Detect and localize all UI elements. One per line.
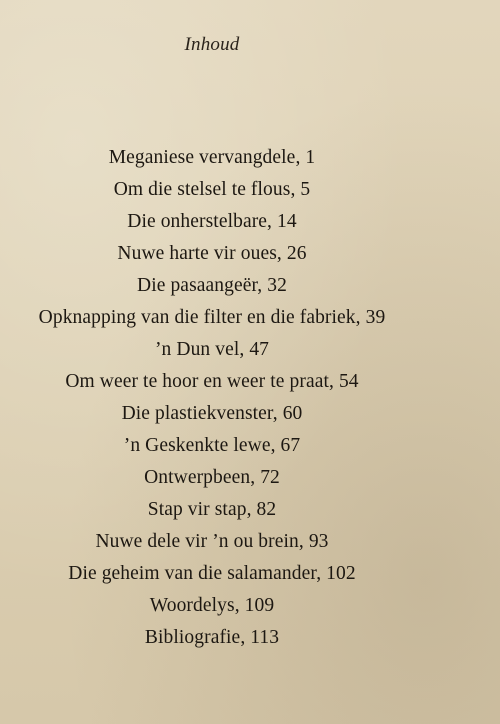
toc-entry: Die onherstelbare, 14 <box>127 211 297 232</box>
toc-entry: Woordelys, 109 <box>149 595 275 616</box>
toc-entry: ’n Geskenkte lewe, 67 <box>123 435 301 456</box>
toc-entry-page-number: 32 <box>267 275 287 296</box>
toc-entry: Die plastiekvenster, 60 <box>121 403 303 424</box>
toc-entry: Die pasaangeër, 32 <box>137 275 287 296</box>
toc-entry: Om die stelsel te flous, 5 <box>113 179 311 200</box>
toc-entry-page-number: 47 <box>249 339 270 360</box>
table-of-contents <box>0 142 424 654</box>
toc-entry: Opknapping van die filter en die fabriek, 39 <box>38 307 386 328</box>
toc-entry-title: Om weer te hoor en weer te praat <box>65 371 329 392</box>
toc-entry: Bibliografie, 113 <box>144 627 280 648</box>
toc-entry-title: ’n Dun vel <box>154 339 240 360</box>
toc-entry-title: ’n Geskenkte lewe <box>123 435 271 456</box>
toc-entry-title: Nuwe harte vir oues <box>117 243 277 264</box>
toc-entry-page-number: 60 <box>282 403 303 424</box>
toc-entry: Om weer te hoor en weer te praat, 54 <box>65 371 359 392</box>
toc-entry-page-number: 82 <box>256 499 277 520</box>
toc-entry-page-number: 39 <box>365 307 386 328</box>
toc-entry-page-number: 1 <box>305 147 316 168</box>
toc-entry-page-number: 67 <box>280 435 301 456</box>
toc-entry-page-number: 93 <box>308 531 329 552</box>
toc-entry-page-number: 109 <box>244 595 275 616</box>
toc-entry: ’n Dun vel, 47 <box>154 339 270 360</box>
toc-entry-page-number: 5 <box>300 179 311 200</box>
toc-entry-title: Die onherstelbare <box>127 211 268 232</box>
toc-entry: Meganiese vervangdele, 1 <box>108 147 316 168</box>
toc-entry: Stap vir stap, 82 <box>147 499 277 520</box>
toc-entry-page-number: 113 <box>250 627 280 648</box>
toc-entry-title: Die plastiekvenster <box>121 403 273 424</box>
toc-entry-page-number: 72 <box>260 467 280 488</box>
toc-entry-page-number: 26 <box>286 243 307 264</box>
toc-entry: Die geheim van die salamander, 102 <box>68 563 356 584</box>
toc-entry: Nuwe harte vir oues, 26 <box>117 243 307 264</box>
toc-entry-title: Meganiese vervangdele <box>108 147 296 168</box>
page-title: Inhoud <box>184 34 240 55</box>
toc-entry-title: Opknapping van die filter en die fabriek <box>38 307 356 328</box>
toc-entry-title: Die geheim van die salamander <box>68 563 317 584</box>
toc-entry: Nuwe dele vir ’n ou brein, 93 <box>95 531 329 552</box>
toc-entry-title: Woordelys <box>149 595 235 616</box>
toc-entry-title: Nuwe dele vir ’n ou brein <box>95 531 299 552</box>
toc-entry-title: Bibliografie <box>144 627 241 648</box>
toc-entry-title: Ontwerpbeen <box>144 467 251 488</box>
toc-entry-page-number: 54 <box>338 371 359 392</box>
toc-entry-title: Stap vir stap <box>147 499 247 520</box>
toc-entry-page-number: 14 <box>277 211 297 232</box>
toc-entry-title: Om die stelsel te flous <box>113 179 291 200</box>
toc-entry-title: Die pasaangeër <box>137 275 258 296</box>
toc-entry-page-number: 102 <box>326 563 356 584</box>
toc-entry: Ontwerpbeen, 72 <box>144 467 280 488</box>
